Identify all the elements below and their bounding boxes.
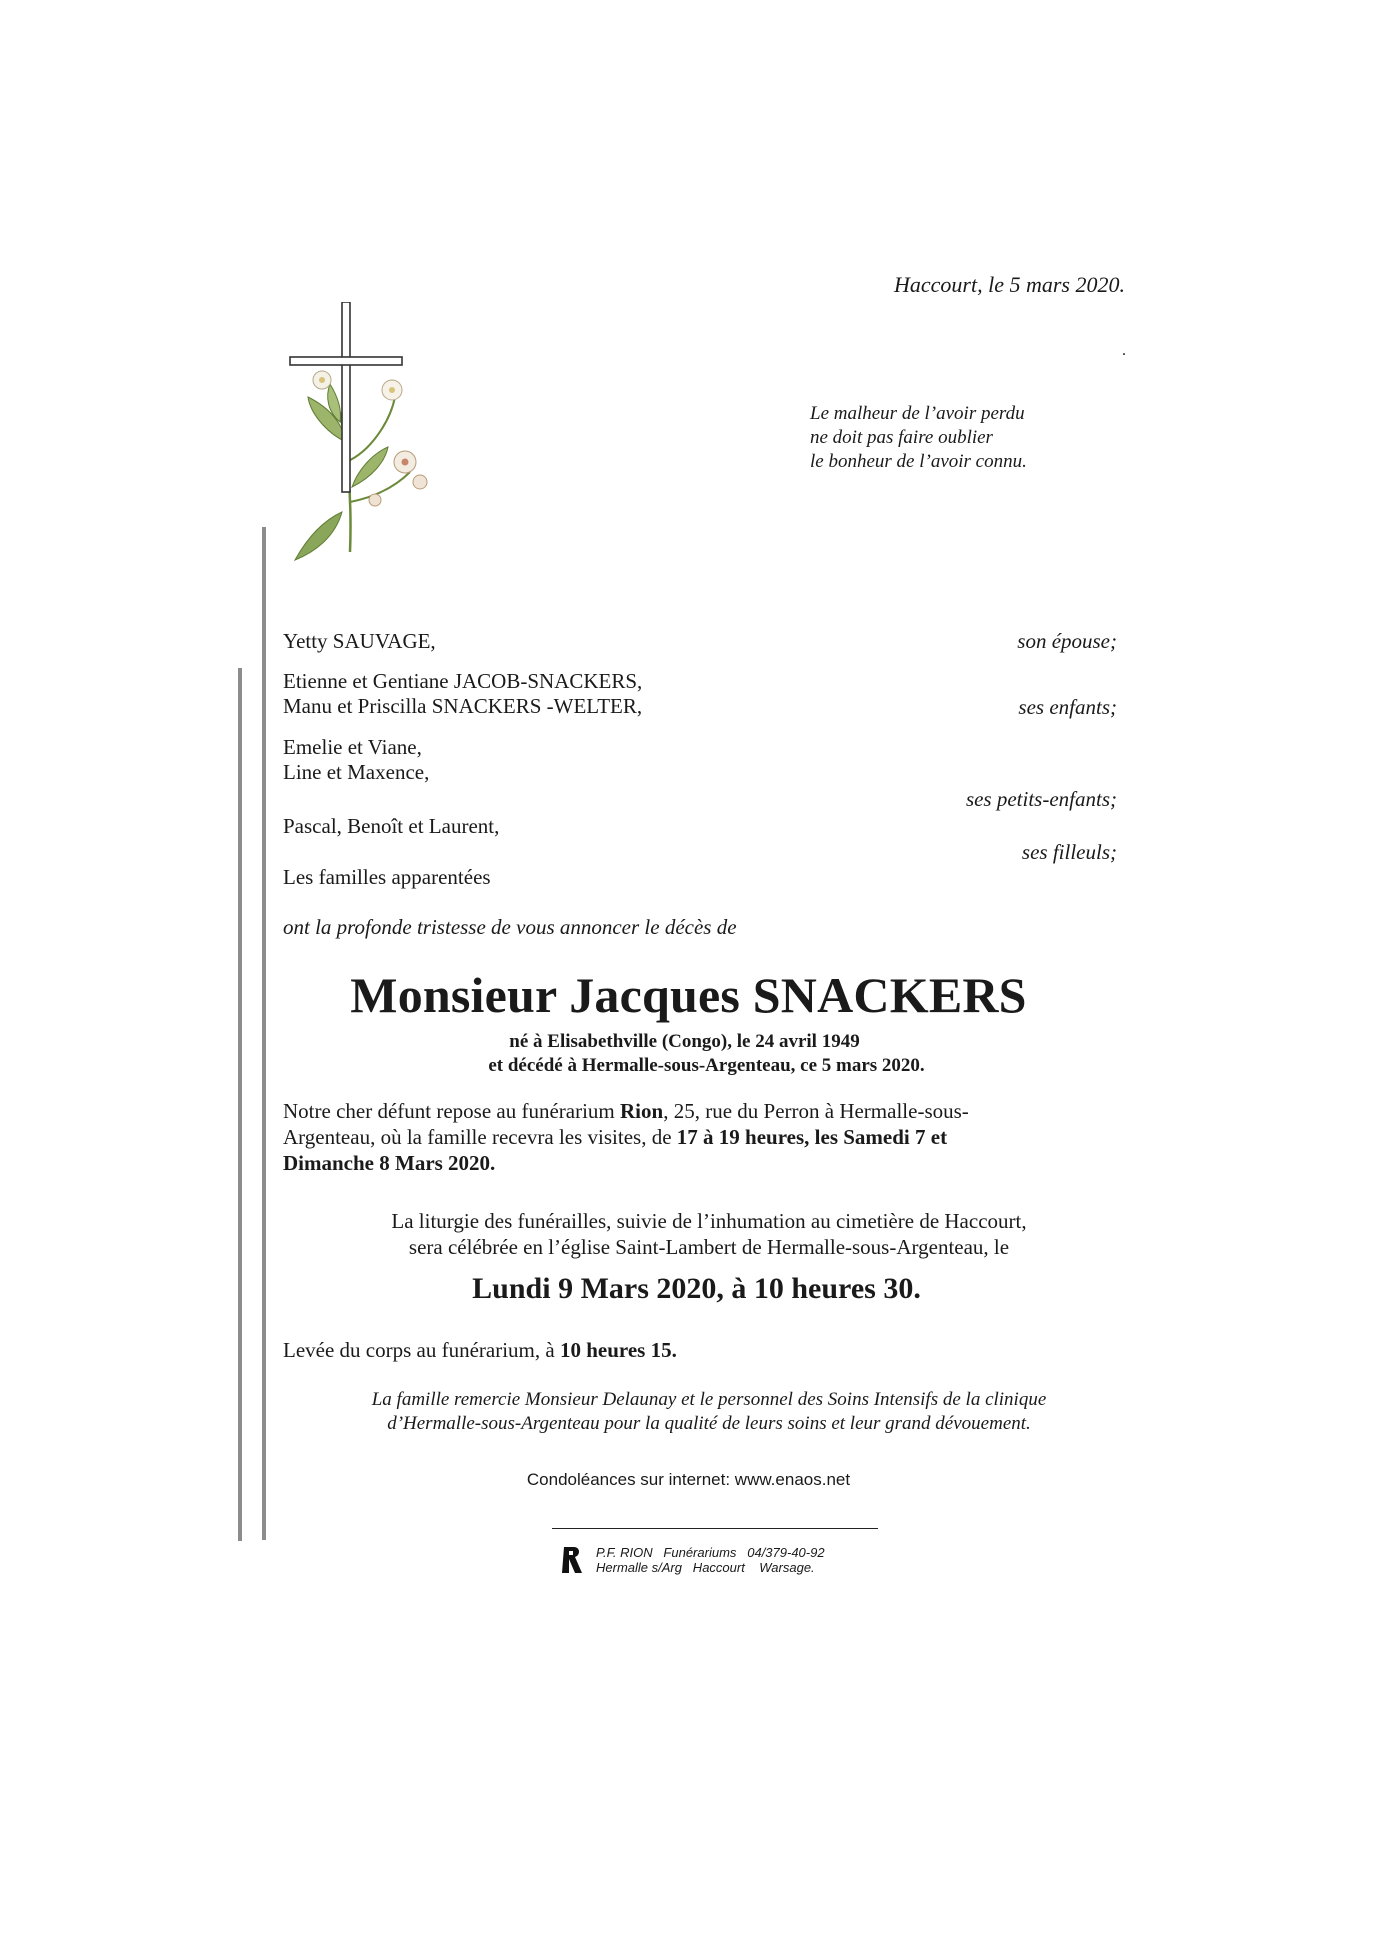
deceased-name: Monsieur Jacques SNACKERS xyxy=(350,967,1027,1023)
family-grandchildren xyxy=(283,735,429,785)
relation-grandchildren: ses petits-enfants; xyxy=(965,787,1117,811)
condolences-line: Condoléances sur internet: www.enaos.net xyxy=(526,1470,851,1489)
liturgy-line: sera célébrée en l’église Saint-Lambert de Hermalle-sous-Argenteau, le xyxy=(408,1235,1010,1259)
relation-children: ses enfants; xyxy=(1018,695,1117,719)
place-date: Haccourt, le 5 mars 2020. xyxy=(894,272,1125,297)
announcement: ont la profonde tristesse de vous annoncer le décès de xyxy=(283,915,737,939)
deceased-dates xyxy=(0,1030,1377,1078)
decorative-bar xyxy=(238,668,242,1541)
funeral-home-info xyxy=(596,1545,825,1575)
relation-godchildren: ses filleuls; xyxy=(1021,840,1117,864)
levee-text: Levée du corps au funérarium, à xyxy=(283,1338,560,1362)
relation-spouse: son épouse; xyxy=(1017,629,1117,653)
liturgy-line: La liturgie des funérailles, suivie de l’inhumation au cimetière de Haccourt, xyxy=(391,1209,1027,1233)
grandchild-line: Line et Maxence, xyxy=(283,760,430,784)
funeral-date: Lundi 9 Mars 2020, à 10 heures 30. xyxy=(472,1272,921,1305)
resting-text: , 25, rue du Perron à Hermalle-sous-Argenteau, où la famille recevra les visites, de xyxy=(283,1099,969,1149)
funeral-home-name: Rion xyxy=(620,1099,664,1123)
funeral-home-line: Hermalle s/Arg Haccourt Warsage. xyxy=(596,1560,815,1575)
family-relatives: Les familles apparentées xyxy=(283,865,491,889)
quote-line: Le malheur de l’avoir perdu xyxy=(810,403,1025,424)
child-line: Manu et Priscilla SNACKERS -WELTER, xyxy=(283,694,643,718)
quote-line: ne doit pas faire oublier xyxy=(810,427,993,448)
quote-line: le bonheur de l’avoir connu. xyxy=(810,451,1027,472)
resting-text: Notre cher défunt repose au funérarium xyxy=(283,1099,621,1123)
child-line: Etienne et Gentiane JACOB-SNACKERS, xyxy=(283,669,643,693)
liturgy-paragraph xyxy=(283,1208,1135,1260)
thanks-paragraph xyxy=(283,1388,1135,1436)
thanks-line: La famille remercie Monsieur Delaunay et le personnel des Soins Intensifs de la clinique xyxy=(371,1389,1047,1410)
family-spouse: Yetty SAUVAGE, xyxy=(283,629,436,653)
levee-line xyxy=(283,1338,677,1363)
resting-paragraph xyxy=(283,1098,1043,1176)
family-children xyxy=(283,669,642,719)
death-line: et décédé à Hermalle-sous-Argenteau, ce 5 mars 2020. xyxy=(488,1055,925,1076)
rion-logo-icon xyxy=(560,1545,584,1575)
levee-time: 10 heures 15. xyxy=(559,1338,677,1362)
cross-with-flowers-icon xyxy=(280,302,440,562)
thanks-line: d’Hermalle-sous-Argenteau pour la qualité de leurs soins et leur grand dévouement. xyxy=(387,1413,1031,1434)
birth-line: né à Elisabethville (Congo), le 24 avril 1949 xyxy=(509,1031,860,1052)
divider xyxy=(552,1528,878,1529)
grandchild-line: Emelie et Viane, xyxy=(283,735,422,759)
funeral-home-line: P.F. RION Funérariums 04/379-40-92 xyxy=(596,1545,825,1560)
memorial-quote xyxy=(810,402,1027,474)
stray-dot: . xyxy=(1122,342,1126,359)
visiting-hours: 17 à 19 heures, les Samedi 7 et Dimanche 8 Mars 2020. xyxy=(283,1125,948,1175)
family-godchildren: Pascal, Benoît et Laurent, xyxy=(283,814,500,838)
